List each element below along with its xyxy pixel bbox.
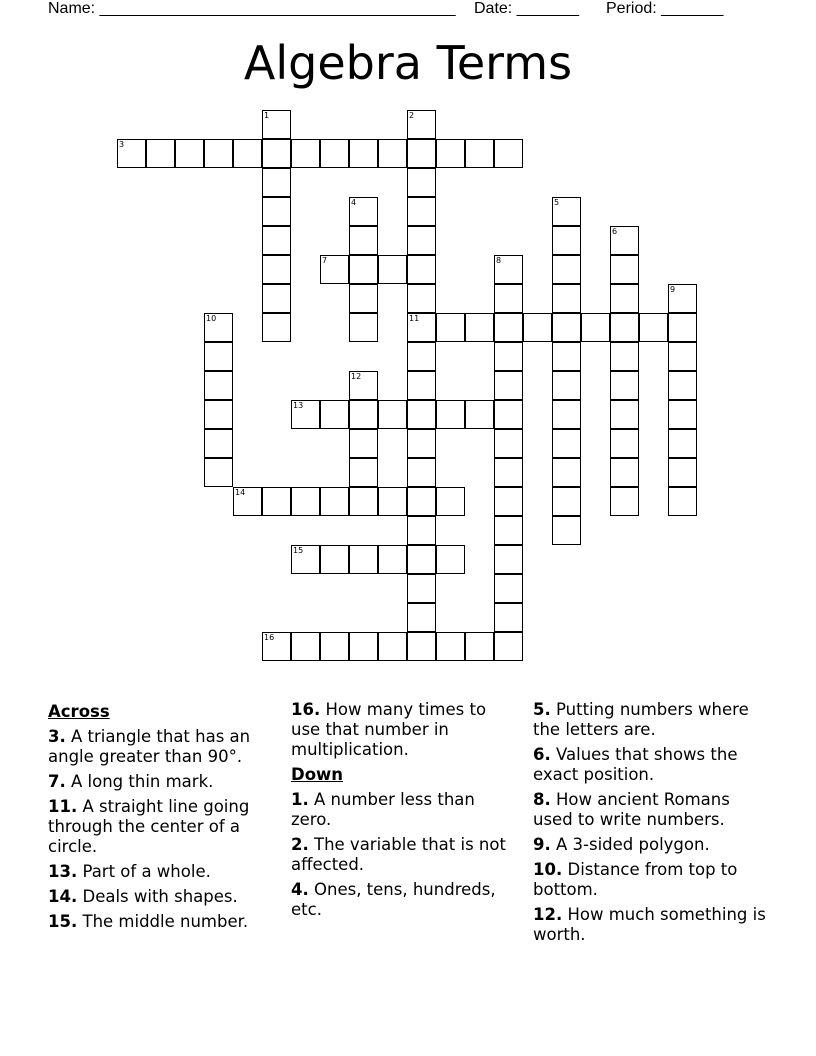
crossword-cell[interactable] — [668, 284, 697, 313]
crossword-cell[interactable] — [494, 313, 523, 342]
crossword-cell[interactable] — [349, 545, 378, 574]
crossword-cell[interactable] — [494, 516, 523, 545]
clue-number: 9 — [670, 285, 676, 294]
clue-number: 10 — [206, 314, 217, 323]
crossword-cell[interactable] — [262, 197, 291, 226]
crossword-cell[interactable] — [378, 139, 407, 168]
crossword-cell[interactable] — [233, 139, 262, 168]
crossword-cell[interactable] — [378, 632, 407, 661]
crossword-cell[interactable] — [610, 255, 639, 284]
crossword-cell[interactable] — [465, 313, 494, 342]
crossword-cell[interactable] — [668, 400, 697, 429]
clue-number: 6 — [612, 227, 618, 236]
crossword-cell[interactable] — [552, 371, 581, 400]
crossword-cell[interactable] — [581, 313, 610, 342]
crossword-cell[interactable] — [262, 110, 291, 139]
crossword-cell[interactable] — [407, 429, 436, 458]
crossword-cell[interactable] — [610, 226, 639, 255]
name-line[interactable]: ________________________________________ — [99, 0, 456, 17]
crossword-cell[interactable] — [378, 255, 407, 284]
crossword-cell[interactable] — [320, 255, 349, 284]
crossword-cell[interactable] — [407, 226, 436, 255]
crossword-cell[interactable] — [494, 255, 523, 284]
crossword-cell[interactable] — [204, 429, 233, 458]
crossword-cell[interactable] — [552, 226, 581, 255]
crossword-cell[interactable] — [552, 400, 581, 429]
crossword-cell[interactable] — [262, 226, 291, 255]
page-title: Algebra Terms — [243, 36, 573, 90]
crossword-cell[interactable] — [378, 400, 407, 429]
crossword-cell[interactable] — [552, 487, 581, 516]
crossword-cell[interactable] — [610, 284, 639, 313]
crossword-cell[interactable] — [668, 342, 697, 371]
crossword-cell[interactable] — [494, 574, 523, 603]
crossword-cell[interactable] — [349, 313, 378, 342]
crossword-cell[interactable] — [494, 458, 523, 487]
crossword-cell[interactable] — [407, 139, 436, 168]
crossword-cell[interactable] — [610, 313, 639, 342]
across-heading: Across — [48, 702, 110, 721]
crossword-cell[interactable] — [349, 255, 378, 284]
crossword-cell[interactable] — [349, 487, 378, 516]
period-line[interactable]: _______ — [661, 0, 724, 17]
crossword-cell[interactable] — [291, 545, 320, 574]
date-line[interactable]: _______ — [516, 0, 579, 17]
clue-number: 7 — [322, 256, 328, 265]
crossword-cell[interactable] — [552, 197, 581, 226]
crossword-cell[interactable] — [668, 313, 697, 342]
clue-down-9: 9. A 3-sided polygon. — [533, 835, 710, 854]
crossword-cell[interactable] — [407, 545, 436, 574]
crossword-cell[interactable] — [204, 371, 233, 400]
crossword-cell[interactable] — [494, 487, 523, 516]
clue-number: 14 — [235, 488, 246, 497]
crossword-cell[interactable] — [407, 632, 436, 661]
crossword-cell[interactable] — [552, 342, 581, 371]
crossword-cell[interactable] — [204, 400, 233, 429]
crossword-cell[interactable] — [668, 458, 697, 487]
crossword-cell[interactable] — [378, 545, 407, 574]
clue-across-7: 7. A long thin mark. — [48, 772, 214, 791]
clue-down-6: 6. Values that shows the exact position. — [533, 745, 738, 784]
date-label: Date: — [474, 0, 513, 17]
crossword-cell[interactable] — [291, 487, 320, 516]
crossword-cell[interactable] — [465, 632, 494, 661]
clue-number: 15 — [293, 546, 304, 555]
crossword-cell[interactable] — [378, 487, 407, 516]
crossword-cell[interactable] — [610, 429, 639, 458]
clue-down-4: 4. Ones, tens, hundreds, etc. — [291, 880, 496, 919]
crossword-cell[interactable] — [436, 545, 465, 574]
crossword-cell[interactable] — [407, 400, 436, 429]
crossword-cell[interactable] — [262, 313, 291, 342]
crossword-cell[interactable] — [494, 632, 523, 661]
crossword-cell[interactable] — [204, 458, 233, 487]
clues-column-2 — [291, 700, 516, 925]
crossword-cell[interactable] — [407, 574, 436, 603]
clue-across-11: 11. A straight line going through the center of a circle. — [48, 797, 250, 856]
clue-across-15: 15. The middle number. — [48, 912, 249, 931]
crossword-cell[interactable] — [552, 313, 581, 342]
crossword-cell[interactable] — [262, 255, 291, 284]
clue-across-14: 14. Deals with shapes. — [48, 887, 238, 906]
crossword-cell[interactable] — [494, 371, 523, 400]
clue-number: 1 — [264, 111, 270, 120]
clue-number: 3 — [119, 140, 125, 149]
crossword-cell[interactable] — [610, 458, 639, 487]
crossword-cell[interactable] — [262, 487, 291, 516]
crossword-cell[interactable] — [494, 284, 523, 313]
crossword-cell[interactable] — [436, 139, 465, 168]
clue-down-1: 1. A number less than zero. — [291, 790, 475, 829]
period-label: Period: — [606, 0, 657, 17]
crossword-cell[interactable] — [407, 371, 436, 400]
crossword-cell[interactable] — [407, 110, 436, 139]
crossword-cell[interactable] — [494, 400, 523, 429]
clue-across-13: 13. Part of a whole. — [48, 862, 211, 881]
crossword-cell[interactable] — [320, 632, 349, 661]
name-label: Name: — [48, 0, 96, 17]
crossword-cell[interactable] — [175, 139, 204, 168]
crossword-cell[interactable] — [349, 284, 378, 313]
clue-number: 13 — [293, 401, 304, 410]
crossword-cell[interactable] — [494, 139, 523, 168]
crossword-cell[interactable] — [349, 371, 378, 400]
crossword-cell[interactable] — [668, 487, 697, 516]
crossword-cell[interactable] — [610, 487, 639, 516]
crossword-cell[interactable] — [552, 429, 581, 458]
crossword-cell[interactable] — [262, 168, 291, 197]
crossword-cell[interactable] — [262, 284, 291, 313]
crossword-cell[interactable] — [436, 632, 465, 661]
crossword-cell[interactable] — [349, 458, 378, 487]
crossword-cell[interactable] — [552, 458, 581, 487]
crossword-cell[interactable] — [233, 487, 262, 516]
clue-down-5: 5. Putting numbers where the letters are. — [533, 700, 749, 739]
crossword-cell[interactable] — [117, 139, 146, 168]
crossword-cell[interactable] — [436, 400, 465, 429]
crossword-cell[interactable] — [262, 139, 291, 168]
crossword-cell[interactable] — [204, 139, 233, 168]
crossword-cell[interactable] — [349, 226, 378, 255]
clue-number: 8 — [496, 256, 502, 265]
crossword-cell[interactable] — [407, 458, 436, 487]
crossword-cell[interactable] — [494, 545, 523, 574]
clues-column-3 — [533, 700, 768, 950]
crossword-cell[interactable] — [407, 284, 436, 313]
down-heading: Down — [291, 765, 344, 784]
crossword-cell[interactable] — [291, 632, 320, 661]
crossword-cell[interactable] — [523, 313, 552, 342]
crossword-cell[interactable] — [320, 139, 349, 168]
crossword-cell[interactable] — [320, 545, 349, 574]
crossword-cell[interactable] — [552, 255, 581, 284]
crossword-cell[interactable] — [668, 371, 697, 400]
crossword-cell[interactable] — [465, 139, 494, 168]
crossword-cell[interactable] — [320, 400, 349, 429]
crossword-cell[interactable] — [291, 400, 320, 429]
clue-across-3: 3. A triangle that has an angle greater than 90°. — [48, 727, 251, 766]
crossword-cell[interactable] — [349, 197, 378, 226]
crossword-cell[interactable] — [204, 313, 233, 342]
crossword-cell[interactable] — [436, 487, 465, 516]
crossword-cell[interactable] — [494, 342, 523, 371]
crossword-cell[interactable] — [494, 603, 523, 632]
crossword-cell[interactable] — [407, 603, 436, 632]
crossword-cell[interactable] — [407, 197, 436, 226]
clue-number: 12 — [351, 372, 362, 381]
clue-down-12: 12. How much something is worth. — [533, 905, 766, 944]
crossword-cell[interactable] — [494, 429, 523, 458]
crossword-cell[interactable] — [204, 342, 233, 371]
crossword-cell[interactable] — [610, 342, 639, 371]
crossword-cell[interactable] — [552, 516, 581, 545]
crossword-cell[interactable] — [146, 139, 175, 168]
crossword-cell[interactable] — [436, 313, 465, 342]
crossword-cell[interactable] — [262, 632, 291, 661]
crossword-cell[interactable] — [349, 429, 378, 458]
clues-column-1 — [48, 700, 278, 937]
crossword-cell[interactable] — [610, 400, 639, 429]
crossword-cell[interactable] — [639, 313, 668, 342]
crossword-cell[interactable] — [668, 429, 697, 458]
clue-down-10: 10. Distance from top to bottom. — [533, 860, 738, 899]
crossword-cell[interactable] — [407, 313, 436, 342]
clue-across-16: 16. How many times to use that number in multiplication. — [291, 700, 487, 759]
crossword-cell[interactable] — [465, 400, 494, 429]
crossword-cell[interactable] — [407, 342, 436, 371]
crossword-cell[interactable] — [349, 400, 378, 429]
crossword-cell[interactable] — [291, 139, 320, 168]
crossword-cell[interactable] — [320, 487, 349, 516]
crossword-cell[interactable] — [407, 516, 436, 545]
crossword-cell[interactable] — [407, 487, 436, 516]
clue-down-2: 2. The variable that is not affected. — [291, 835, 506, 874]
clue-number: 4 — [351, 198, 357, 207]
crossword-cell[interactable] — [407, 255, 436, 284]
clue-number: 2 — [409, 111, 415, 120]
crossword-cell[interactable] — [610, 371, 639, 400]
crossword-cell[interactable] — [407, 168, 436, 197]
crossword-cell[interactable] — [349, 139, 378, 168]
clue-number: 11 — [409, 314, 420, 323]
clue-number: 16 — [264, 633, 275, 642]
crossword-cell[interactable] — [349, 632, 378, 661]
clue-down-8: 8. How ancient Romans used to write numbers. — [533, 790, 730, 829]
clue-number: 5 — [554, 198, 560, 207]
crossword-cell[interactable] — [552, 284, 581, 313]
